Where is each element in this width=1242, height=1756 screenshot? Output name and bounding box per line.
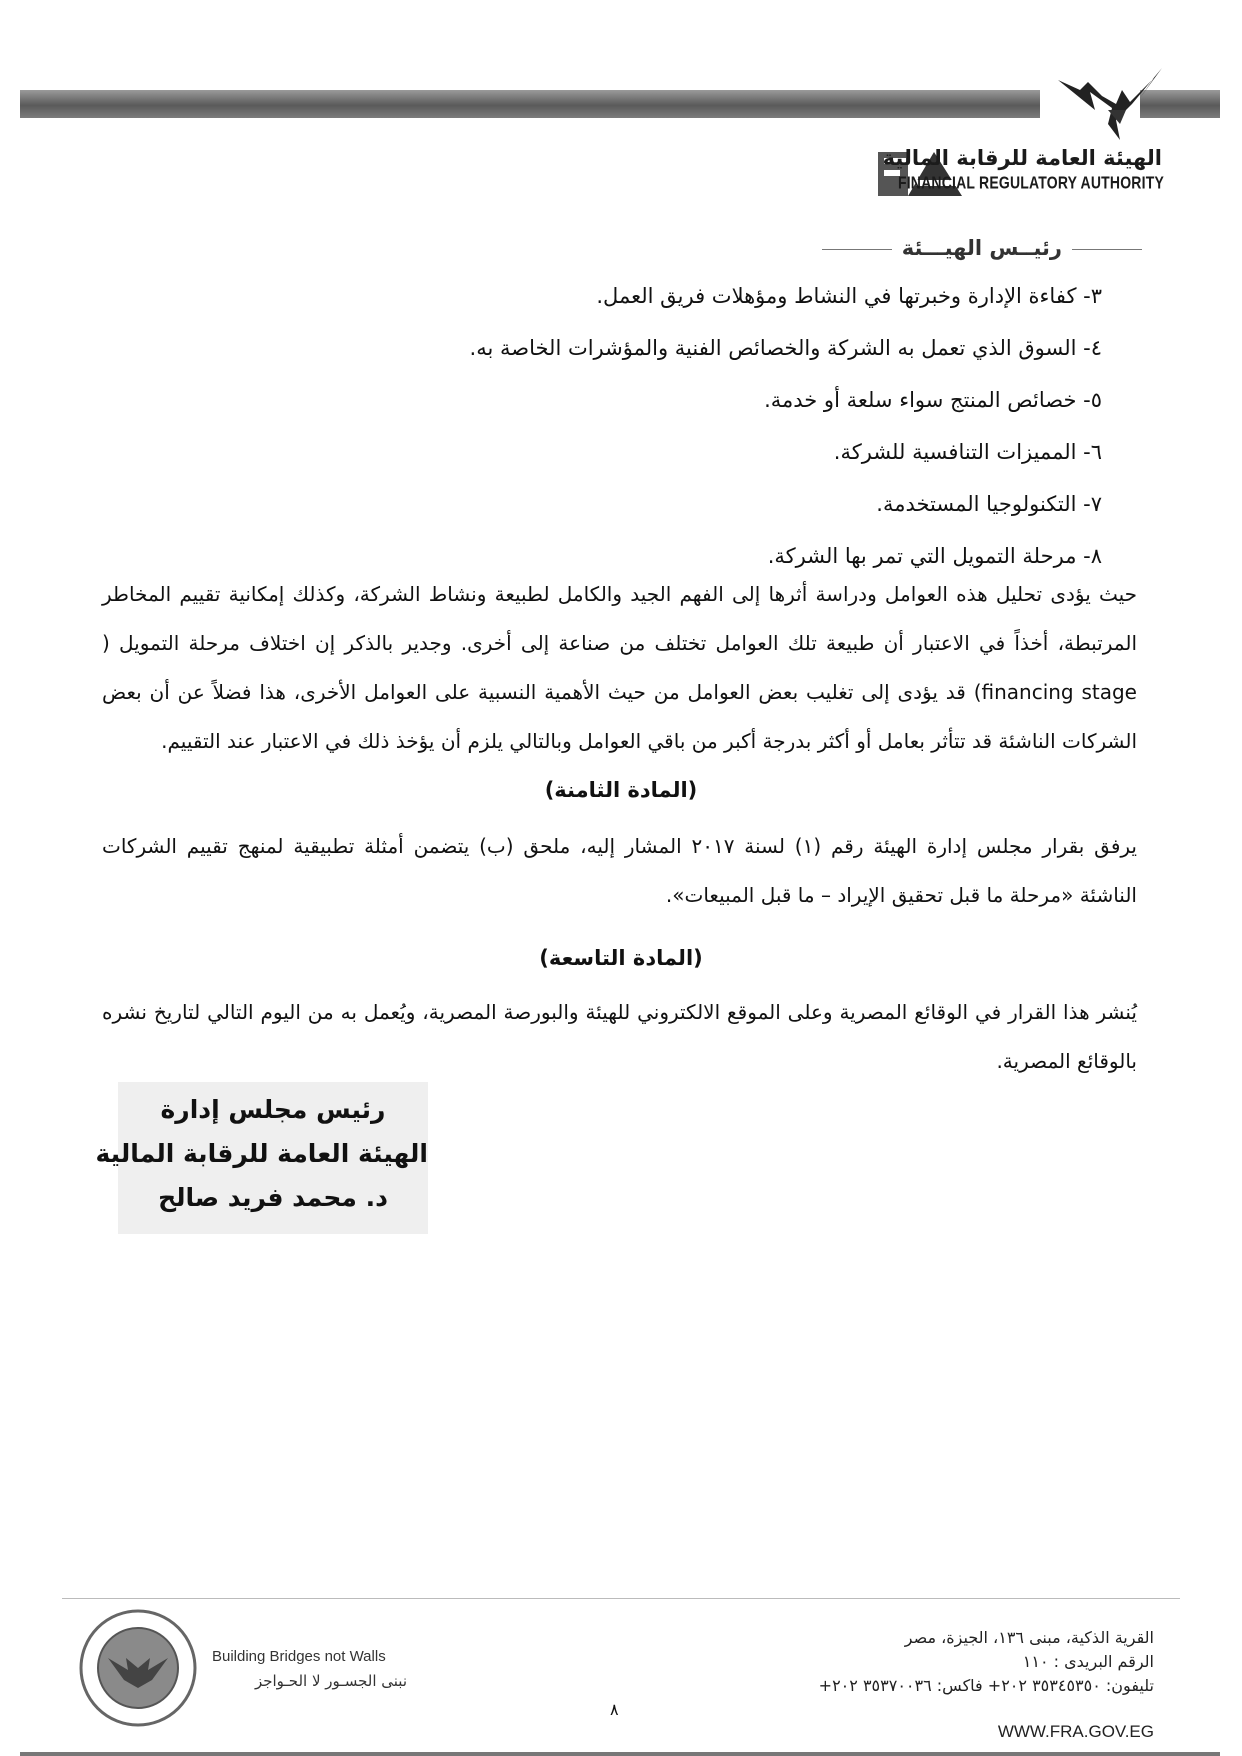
title-rule-right xyxy=(1072,249,1142,250)
footer-address: القرية الذكية، مبنى ١٣٦، الجيزة، مصر xyxy=(904,1628,1154,1647)
article-9-text: يُنشر هذا القرار في الوقائع المصرية وعلى الموقع الالكتروني للهيئة والبورصة المصرية، ويُعمل به من اليوم التالي لتاريخ نشره بالوقائع المصرية. xyxy=(102,1000,1137,1073)
criteria-list xyxy=(142,270,1102,582)
signature-line-3: د. محمد فريد صالح xyxy=(158,1183,388,1212)
list-item: ٧- التكنولوجيا المستخدمة. xyxy=(876,492,1102,516)
org-name-english: FINANCIAL REGULATORY AUTHORITY xyxy=(897,172,1164,192)
title-rule-left xyxy=(822,249,892,250)
list-item: ٥- خصائص المنتج سواء سلعة أو خدمة. xyxy=(764,388,1102,412)
footer-website: WWW.FRA.GOV.EG xyxy=(997,1722,1154,1741)
analysis-paragraph: حيث يؤدى تحليل هذه العوامل ودراسة أثرها إلى الفهم الجيد والكامل لطبيعة ونشاط الشركة، وكذلك إمكانية تقييم المخاطر المرتبطة، أخذاً في الاعتبار أن طبيعة تلك العوامل تختلف من صناعة إلى أخرى. وجدير بالذكر إن اختلاف مرحلة التمويل ( financing stage) قد يؤدى إلى تغليب بعض العوامل من حيث الأهمية النسبية على العوامل الأخرى، هذا فضلاً عن أن بعض الشركات الناشئة قد تتأثر بعامل أو أكثر بدرجة أكبر من باقي العوامل وبالتالي يلزم أن يؤخذ ذلك في الاعتبار عند التقييم. xyxy=(102,582,1137,753)
arab-republic-of-egypt-seal-icon xyxy=(78,1608,198,1728)
slogan-english: Building Bridges not Walls xyxy=(212,1648,386,1665)
footer-bar xyxy=(20,1752,1220,1756)
signature-block xyxy=(95,1082,428,1234)
footer-divider xyxy=(62,1598,1180,1599)
page-number: ٨ xyxy=(610,1700,619,1719)
article-8-text: يرفق بقرار مجلس إدارة الهيئة رقم (١) لسنة ٢٠١٧ المشار إليه، ملحق (ب) يتضمن أمثلة تطبيقية لمنهج تقييم الشركات الناشئة «مرحلة ما قبل تحقيق الإيراد – ما قبل المبيعات». xyxy=(102,834,1137,907)
eagle-icon xyxy=(1050,60,1170,160)
article-8-heading: (المادة الثامنة) xyxy=(544,778,698,802)
list-item: ٦- المميزات التنافسية للشركة. xyxy=(833,440,1102,464)
list-item: ٨- مرحلة التمويل التي تمر بها الشركة. xyxy=(767,544,1102,568)
org-name-arabic: الهيئة العامة للرقابة المالية xyxy=(882,146,1162,170)
slogan-arabic: نبنى الجسـور لا الحـواجز xyxy=(254,1672,407,1690)
signature-line-1: رئيس مجلس إدارة xyxy=(160,1095,386,1124)
list-item: ٣- كفاءة الإدارة وخبرتها في النشاط ومؤهلات فريق العمل. xyxy=(596,284,1102,308)
signature-line-2: الهيئة العامة للرقابة المالية xyxy=(95,1139,428,1168)
footer-po-box: الرقم البريدى : ١١٠ xyxy=(1022,1652,1154,1671)
list-item: ٤- السوق الذي تعمل به الشركة والخصائص الفنية والمؤشرات الخاصة به. xyxy=(469,336,1102,360)
article-9-heading: (المادة التاسعة) xyxy=(539,946,703,970)
page-title xyxy=(812,236,1152,260)
page-title-text: رئيــس الهيـــئة xyxy=(901,236,1062,260)
footer-phone-fax: تليفون: ٣٥٣٤٥٣٥٠ ٢٠٢+ فاكس: ٣٥٣٧٠٠٣٦ ٢٠٢+ xyxy=(818,1676,1154,1695)
